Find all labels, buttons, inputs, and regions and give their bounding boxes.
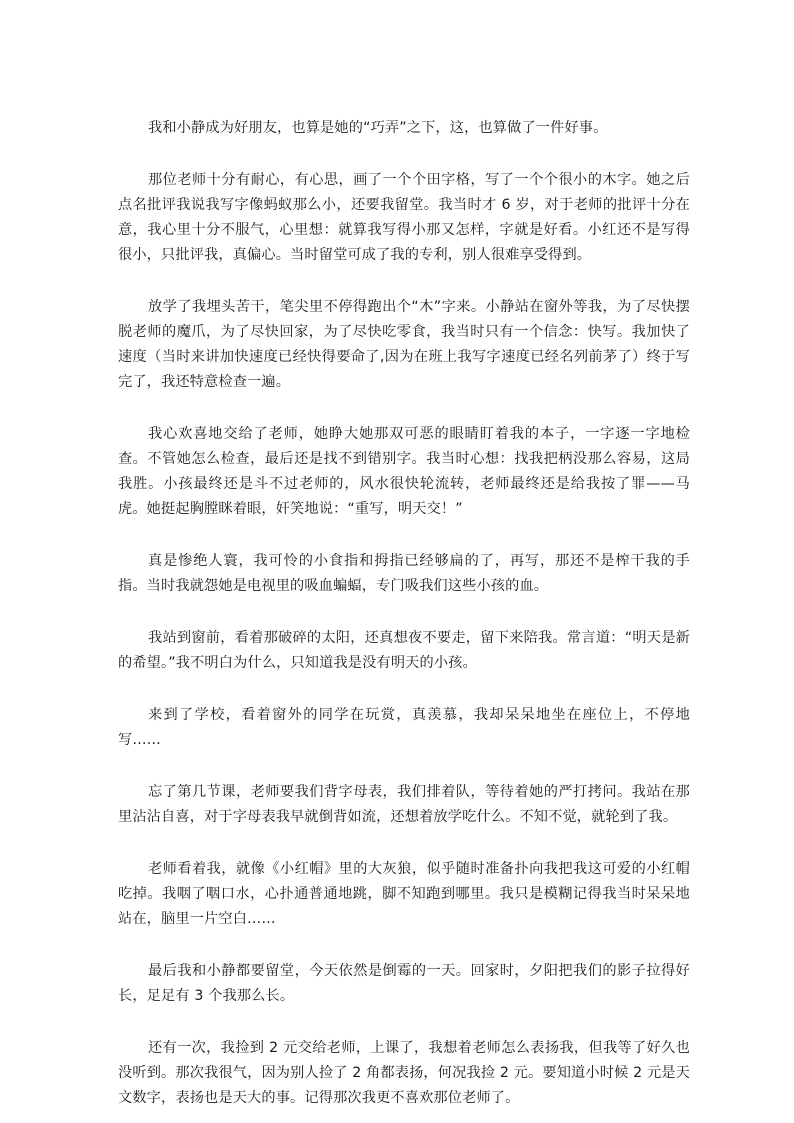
paragraph-10: 最后我和小静都要留堂，今天依然是倒霉的一天。回家时，夕阳把我们的影子拉得好长，足足有 3 个我那么长。 <box>118 963 690 1004</box>
paragraph-8: 忘了第几节课，老师要我们背字母表，我们排着队，等待着她的严打拷问。我站在那里沾沾自喜，对于字母表我早就倒背如流，还想着放学吃什么。不知不觉，就轮到了我。 <box>118 784 690 825</box>
paragraph-7: 来到了学校，看着窗外的同学在玩赏，真羡慕，我却呆呆地坐在座位上，不停地写…… <box>118 707 690 748</box>
document-body <box>118 116 690 1111</box>
paragraph-6: 我站到窗前，看着那破碎的太阳，还真想夜不要走，留下来陪我。常言道：“明天是新的希望。”我不明白为什么，只知道我是没有明天的小孩。 <box>118 630 690 671</box>
paragraph-3: 放学了我埋头苦干，笔尖里不停得跑出个“木”字来。小静站在窗外等我，为了尽快摆脱老师的魔爪，为了尽快回家，为了尽快吃零食，我当时只有一个信念：快写。我加快了速度（当时来讲加快速度已经快得要命了,因为在班上我写字速度已经名列前茅了）终于写完了，我还特意检查一遍。 <box>118 299 690 390</box>
paragraph-9: 老师看着我，就像《小红帽》里的大灰狼，似乎随时准备扑向我把我这可爱的小红帽吃掉。我咽了咽口水，心扑通普通地跳，脚不知跑到哪里。我只是模糊记得我当时呆呆地站在，脑里一片空白…… <box>118 861 690 927</box>
paragraph-5: 真是惨绝人寰，我可怜的小食指和拇指已经够扁的了，再写，那还不是榨干我的手指。当时我就怨她是电视里的吸血蝙蝠，专门吸我们这些小孩的血。 <box>118 553 690 594</box>
paragraph-4: 我心欢喜地交给了老师，她睁大她那双可恶的眼睛盯着我的本子，一字逐一字地检查。不管她怎么检查，最后还是找不到错别字。我当时心想：找我把柄没那么容易，这局我胜。小孩最终还是斗不过老师的，风水很快轮流转，老师最终还是给我按了罪——马虎。她挺起胸膛眯着眼，奸笑地说：“重写，明天交！” <box>118 426 690 517</box>
paragraph-1: 我和小静成为好朋友，也算是她的“巧弄”之下，这，也算做了一件好事。 <box>148 120 608 136</box>
paragraph-2: 那位老师十分有耐心，有心思，画了一个个田字格，写了一个个很小的木字。她之后点名批评我说我写字像蚂蚁那么小，还要我留堂。我当时才 6 岁，对于老师的批评十分在意，我心里十分不服气，心里想：就算我写得小那又怎样，字就是好看。小红还不是写得很小，只批评我，真偏心。当时留堂可成了我的专利，别人很难享受得到。 <box>118 172 690 263</box>
paragraph-11: 还有一次，我捡到 2 元交给老师，上课了，我想着老师怎么表扬我，但我等了好久也没听到。那次我很气，因为别人捡了 2 角都表扬，何况我捡 2 元。要知道小时候 2 元是天文数字，表扬也是天大的事。记得那次我更不喜欢那位老师了。 <box>118 1040 690 1106</box>
